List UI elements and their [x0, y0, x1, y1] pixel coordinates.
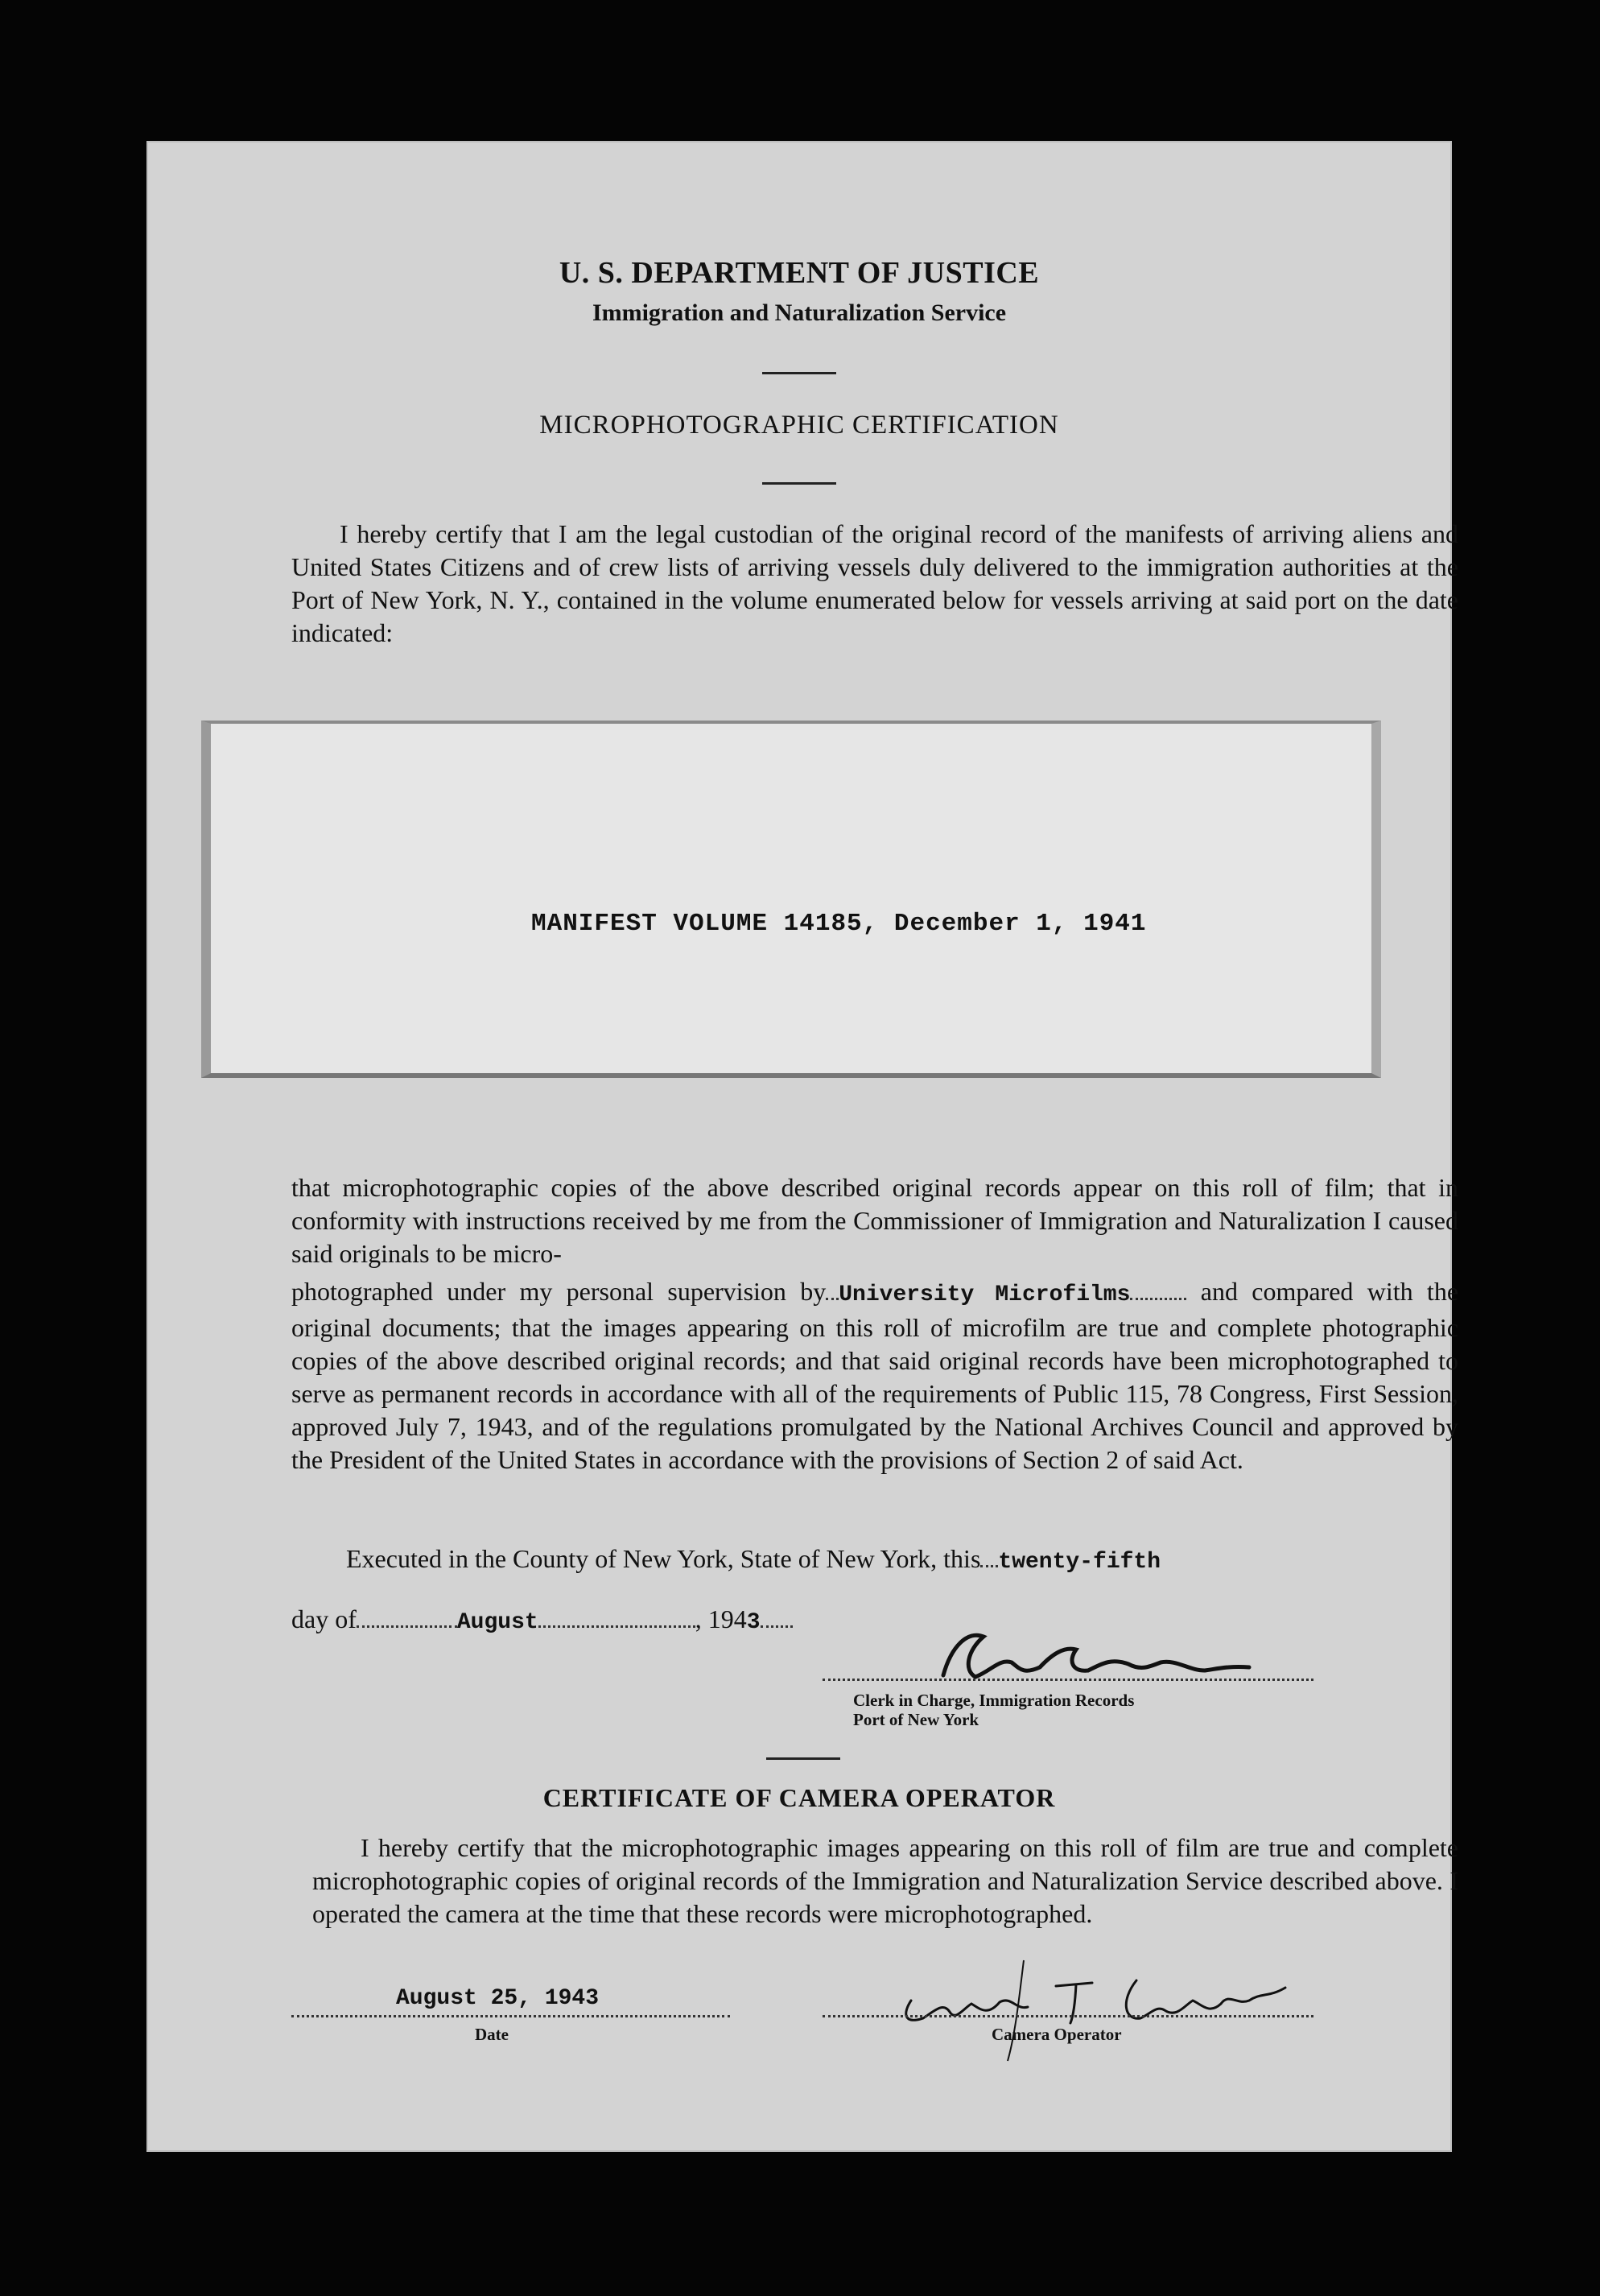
day-of-label: day of [291, 1604, 357, 1633]
clerk-title [853, 1691, 1134, 1729]
title-divider [762, 482, 836, 485]
certification-body [291, 1171, 1458, 1476]
clerk-title-line-1: Clerk in Charge, Immigration Records [853, 1691, 1135, 1710]
execution-month: August [456, 1610, 538, 1635]
operator-date-value: August 25, 1943 [396, 1986, 600, 2011]
operator-signature-line [823, 2015, 1313, 2017]
supervisor-name: University Microfilms [839, 1282, 1131, 1307]
date-line [291, 2015, 730, 2017]
clerk-title-line-2: Port of New York [853, 1710, 979, 1729]
manifest-volume-text: MANIFEST VOLUME 14185, December 1, 1941 [531, 910, 1147, 938]
intro-paragraph: I hereby certify that I am the legal custodian of the original record of the manifests of arriving aliens and United States Citizens and of crew lists of arriving vessels duly delivered to the immigration authorities at the Port of New York, N. Y., contained in the volume enumerated below for vessels arriving at said port on the date indicated: [291, 519, 1458, 647]
service-subheading: Immigration and Naturalization Service [592, 299, 1007, 326]
operator-divider [766, 1757, 840, 1760]
camera-operator-paragraph: I hereby certify that the microphotographic images appearing on this roll of film are true and complete microphotographic copies of original records of the Immigration and Naturalization Service described above. I operated the camera at the time that these records were microphotographed. [312, 1833, 1458, 1928]
operator-label: Camera Operator [992, 2025, 1122, 2044]
volume-box [201, 721, 1381, 1078]
department-heading: U. S. DEPARTMENT OF JUSTICE [559, 256, 1040, 290]
certification-title: MICROPHOTOGRAPHIC CERTIFICATION [539, 411, 1059, 440]
execution-prefix: Executed in the County of New York, State of New York, this [346, 1544, 981, 1573]
certificate-sheet [146, 141, 1459, 2152]
supervision-prefix: photographed under my personal supervision by [291, 1277, 827, 1306]
execution-line [346, 1544, 1161, 1575]
header-divider [762, 372, 836, 374]
body-remainder: and compared with the original documents; that the images appearing on this roll of microfilm are true and complete photographic copies of the above described original records; and that said original records have been microphotographed to serve as permanent records in accordance with all of the requirements of Public 115, 78 Congress, First Session, approved July 7, 1943, and of the regulations promulgated by the National Archives Council and approved by the President of the United States in accordance with the provisions of Section 2 of said Act. [291, 1277, 1459, 1474]
execution-day: twenty-fifth [998, 1550, 1161, 1575]
execution-date-line [291, 1604, 793, 1635]
year-prefix: , 194 [695, 1604, 747, 1633]
body-opening: that microphotographic copies of the above described original records appear on this roll of film; that in conformity with instructions received by me from the Commissioner of Immigration and Naturalization I caused said originals to be micro- [291, 1173, 1458, 1268]
camera-operator-title: CERTIFICATE OF CAMERA OPERATOR [542, 1783, 1056, 1812]
clerk-signature-line [823, 1679, 1313, 1681]
clerk-signature [823, 1614, 1305, 1695]
date-label: Date [475, 2025, 509, 2044]
operator-signature [823, 1944, 1322, 2065]
year-digit: 3 [746, 1610, 761, 1635]
